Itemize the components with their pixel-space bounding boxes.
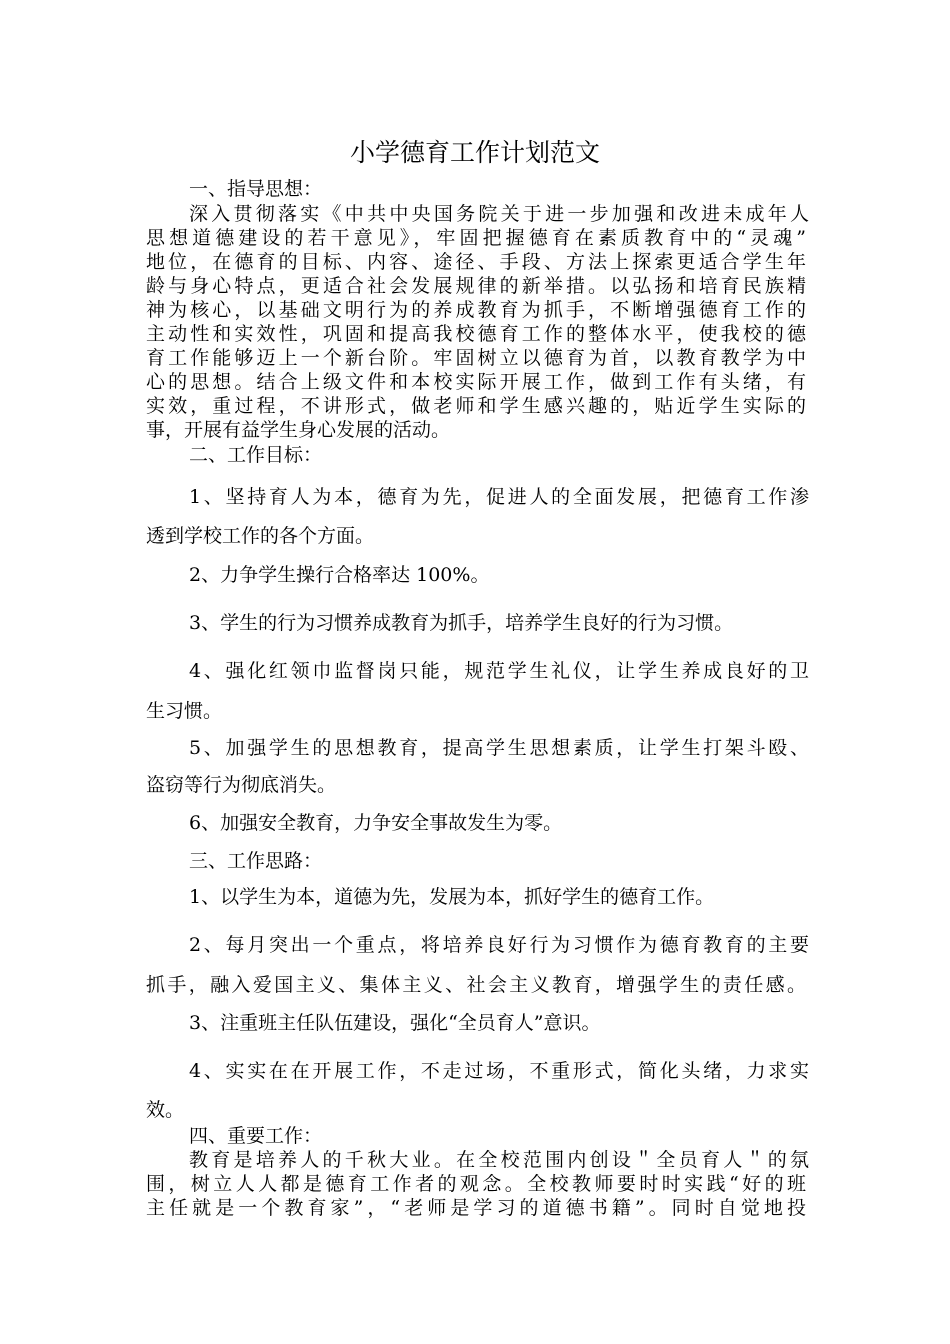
paragraph-line: 育工作能够迈上一个新台阶。牢固树立以德育为首，以教育教学为中 [146,347,806,369]
paragraph-line: 教育是培养人的千秋大业。在全校范围内创设＂全员育人＂的氛 [189,1149,809,1171]
list-item-goal-4-cont: 生习惯。 [146,700,223,722]
paragraph-line: 事，开展有益学生身心发展的活动。 [146,419,451,441]
list-item-approach-2-cont: 抓手，融入爱国主义、集体主义、社会主义教育，增强学生的责任感。 [146,974,806,996]
list-item-goal-4: 4、强化红领巾监督岗只能，规范学生礼仪，让学生养成良好的卫 [189,660,809,682]
section-heading-work-goals: 二、工作目标： [189,444,323,466]
list-item-goal-3: 3、学生的行为习惯养成教育为抓手，培养学生良好的行为习惯。 [189,612,734,634]
paragraph-line: 围，树立人人都是德育工作者的观念。全校教师要时时实践“好的班 [146,1173,806,1195]
list-item-goal-1-cont: 透到学校工作的各个方面。 [146,525,375,547]
paragraph-line: 思想道德建设的若干意见》，牢固把握德育在素质教育中的“灵魂” [146,227,806,249]
list-item-goal-5-cont: 盗窃等行为彻底消失。 [146,774,337,796]
paragraph-line: 主动性和实效性，巩固和提高我校德育工作的整体水平，使我校的德 [146,323,806,345]
paragraph-line: 实效，重过程，不讲形式，做老师和学生感兴趣的，贴近学生实际的 [146,395,806,417]
paragraph-line: 心的思想。结合上级文件和本校实际开展工作，做到工作有头绪，有 [146,371,806,393]
list-item-goal-1: 1、坚持育人为本，德育为先，促进人的全面发展，把德育工作渗 [189,486,809,508]
list-item-approach-4-cont: 效。 [146,1099,185,1121]
paragraph-line: 主任就是一个教育家”，“老师是学习的道德书籍”。同时自觉地投 [146,1197,806,1219]
section-heading-work-approach: 三、工作思路： [189,850,323,872]
list-item-approach-4: 4、实实在在开展工作，不走过场，不重形式，简化头绪，力求实 [189,1060,809,1082]
paragraph-line: 深入贯彻落实《中共中央国务院关于进一步加强和改进未成年人 [189,203,809,225]
paragraph-line: 地位，在德育的目标、内容、途径、手段、方法上探索更适合学生年 [146,251,806,273]
list-item-goal-6: 6、加强安全教育，力争安全事故发生为零。 [189,812,563,834]
paragraph-line: 神为核心，以基础文明行为的养成教育为抓手，不断增强德育工作的 [146,299,806,321]
section-heading-guiding-thought: 一、指导思想： [189,178,323,200]
list-item-goal-2: 2、力争学生操行合格率达 100%。 [189,564,490,586]
document-title: 小学德育工作计划范文 [349,138,600,167]
list-item-approach-3: 3、注重班主任队伍建设，强化“全员育人”意识。 [189,1012,601,1034]
section-heading-key-work: 四、重要工作： [189,1125,323,1147]
list-item-approach-1: 1、以学生为本，道德为先，发展为本，抓好学生的德育工作。 [189,886,715,908]
paragraph-line: 龄与身心特点，更适合社会发展规律的新举措。以弘扬和培育民族精 [146,275,806,297]
list-item-goal-5: 5、加强学生的思想教育，提高学生思想素质，让学生打架斗殴、 [189,737,809,759]
list-item-approach-2: 2、每月突出一个重点，将培养良好行为习惯作为德育教育的主要 [189,934,809,956]
